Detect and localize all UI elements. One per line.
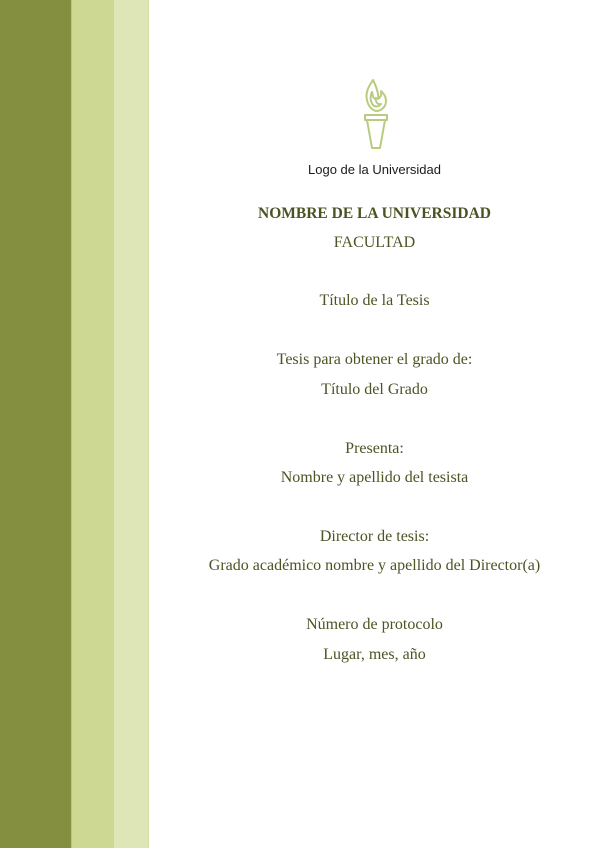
director-name: Grado académico nombre y apellido del Director(a)	[208, 557, 541, 574]
logo-caption: Logo de la Universidad	[308, 162, 441, 177]
torch-icon	[361, 78, 391, 150]
author-name: Nombre y apellido del tesista	[280, 469, 469, 486]
degree-intro: Tesis para obtener el grado de:	[276, 351, 473, 368]
protocol-number: Número de protocolo	[306, 616, 443, 633]
director-label: Director de tesis:	[319, 528, 430, 545]
cover-page	[149, 0, 600, 848]
thesis-title: Título de la Tesis	[319, 292, 430, 309]
decorative-stripe-dark	[0, 0, 71, 848]
decorative-stripe-light	[114, 0, 149, 848]
faculty-name: FACULTAD	[333, 234, 416, 251]
degree-title: Título del Grado	[321, 381, 428, 398]
place-date: Lugar, mes, año	[323, 646, 426, 663]
decorative-stripe-mid	[71, 0, 114, 848]
university-name: NOMBRE DE LA UNIVERSIDAD	[258, 205, 491, 222]
presents-label: Presenta:	[345, 440, 404, 457]
